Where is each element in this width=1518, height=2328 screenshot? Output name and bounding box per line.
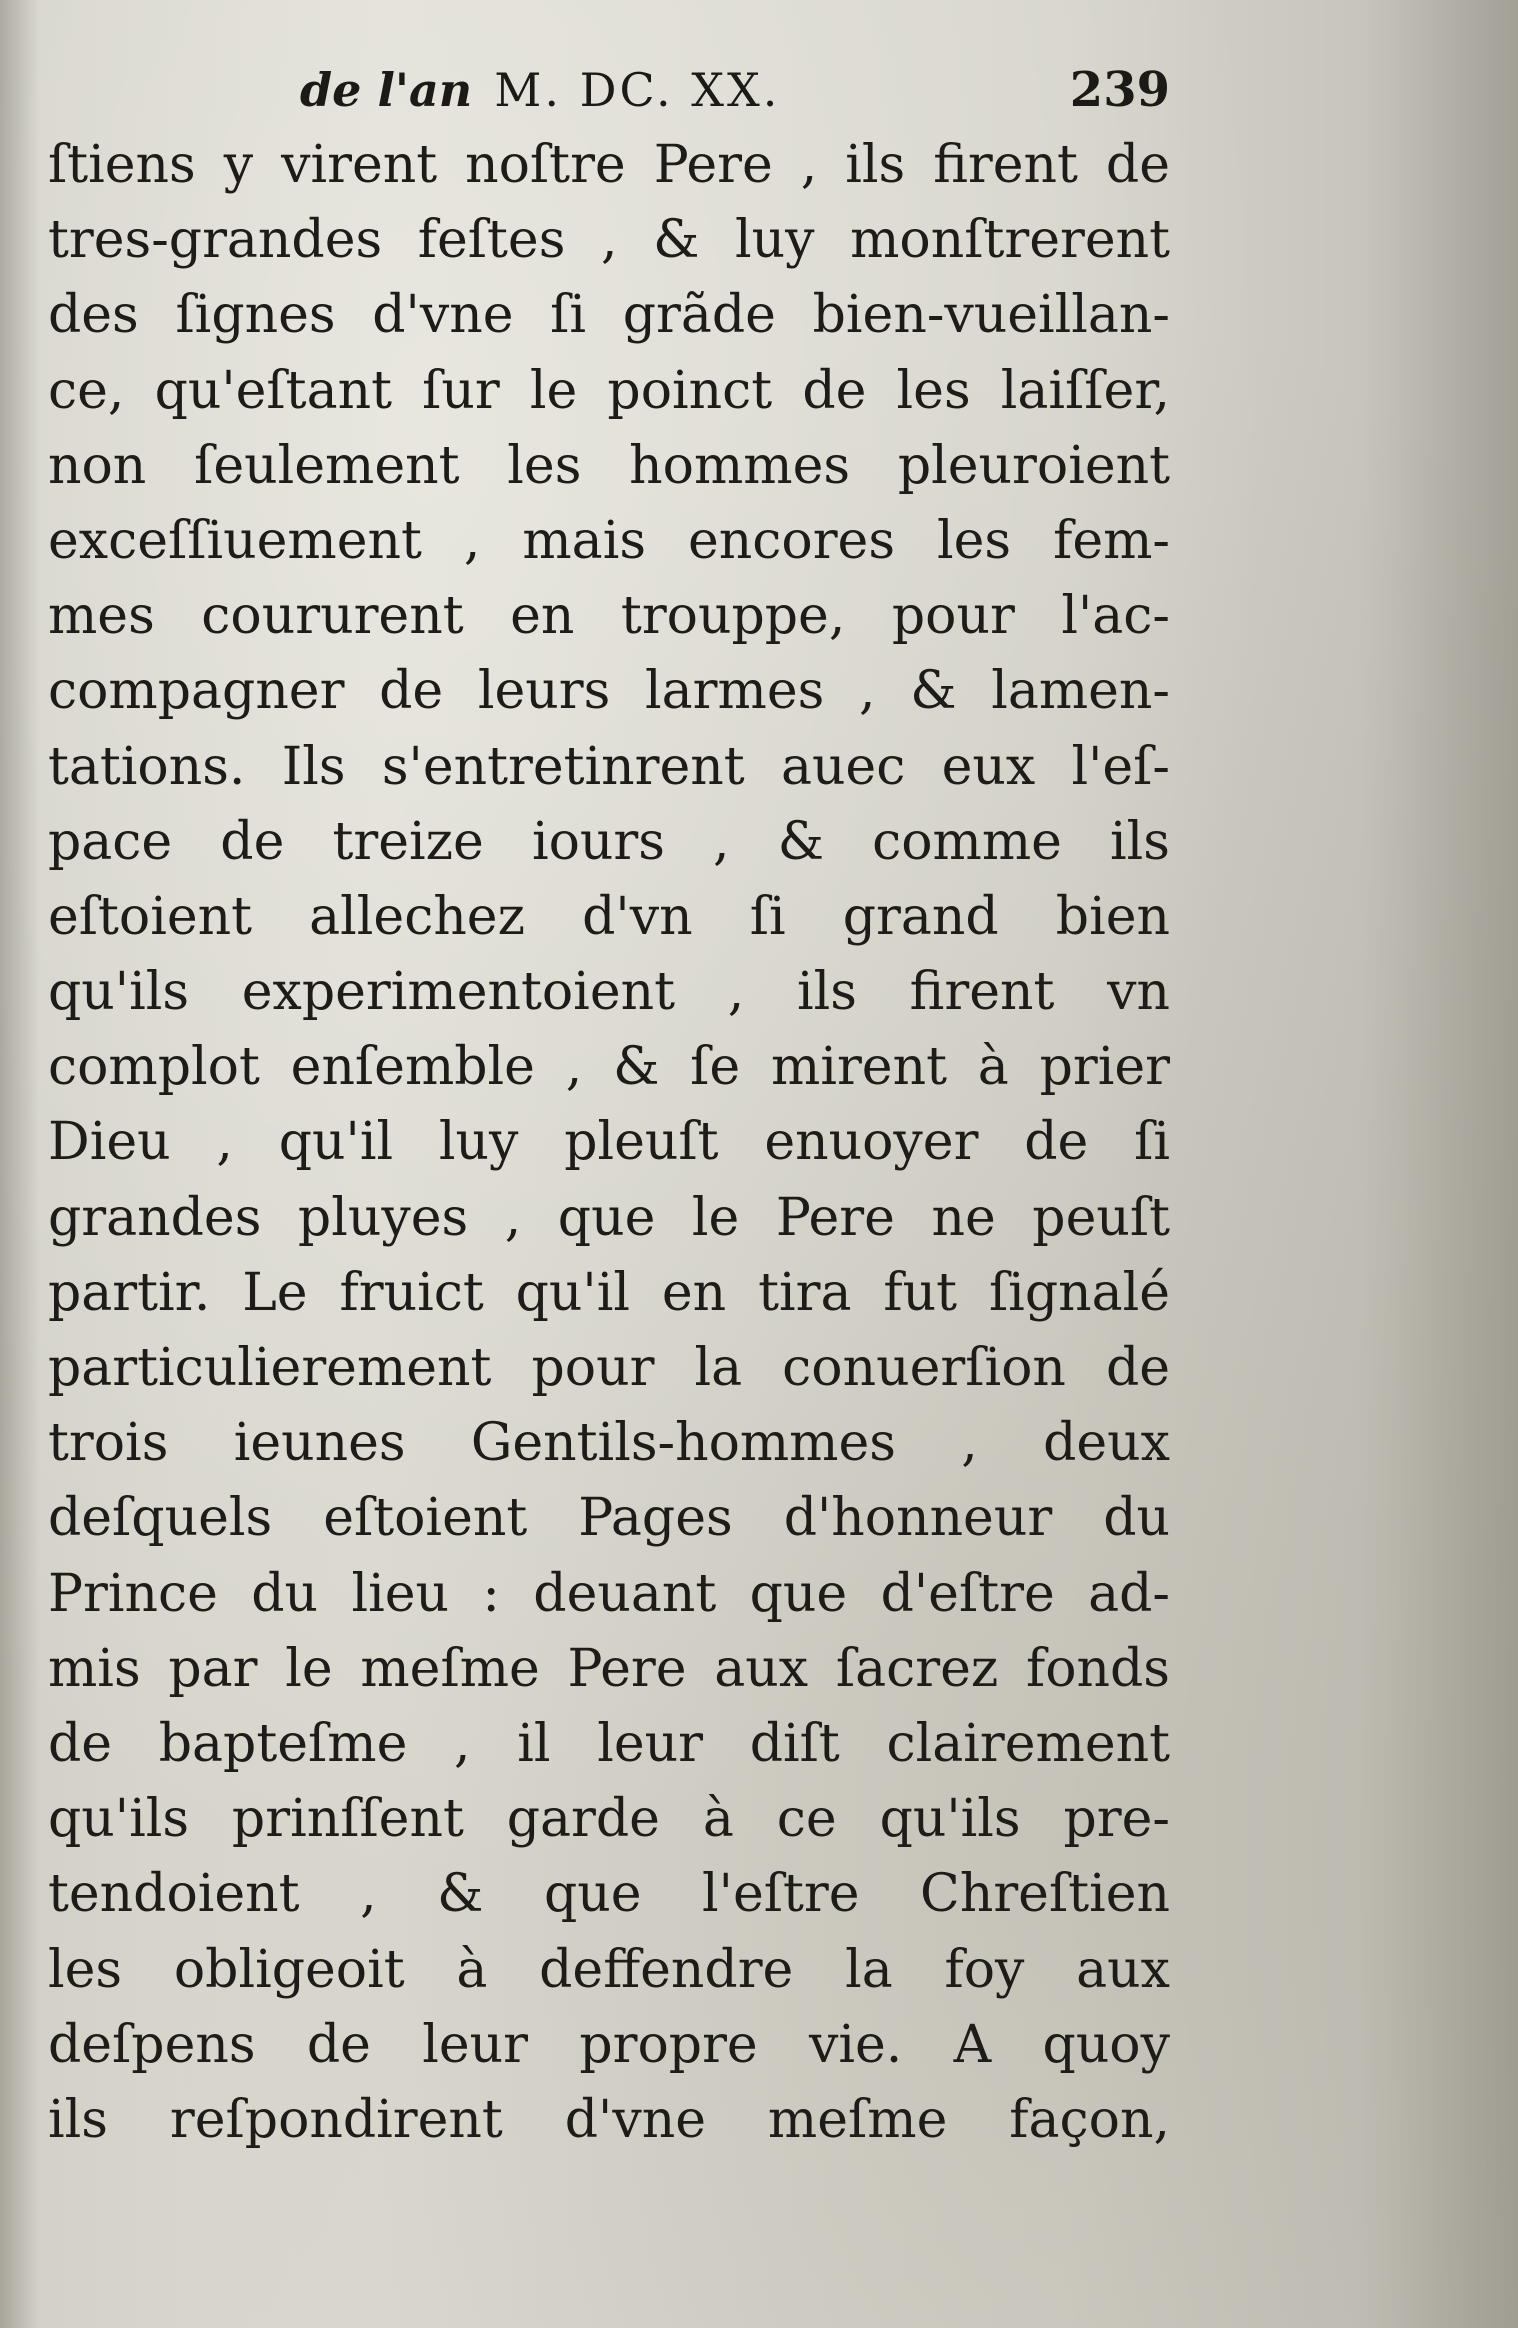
text-line: tres-grandes feſtes , & luy monſtrerent [48, 210, 1170, 271]
page-header [300, 50, 1170, 130]
text-line: de bapteſme , il leur diſt clairement [48, 1713, 1170, 1774]
running-head-year: M. DC. XX. [494, 63, 781, 117]
text-line: particulierement pour la conuerſion de [48, 1338, 1170, 1398]
text-line: qu'ils prinſſent garde à ce qu'ils pre- [48, 1789, 1170, 1850]
page-number: 239 [1069, 62, 1170, 118]
text-line: mes coururent en trouppe, pour l'ac- [48, 586, 1170, 647]
text-line: grandes pluyes , que le Pere ne peuſt [48, 1187, 1170, 1248]
text-line: ce, qu'eſtant ſur le poinct de les laiſſer, [48, 360, 1170, 421]
text-line: tations. Ils s'entretinrent auec eux l'eſ- [48, 736, 1170, 797]
text-line: non ſeulement les hommes pleuroient [48, 435, 1170, 496]
text-line: qu'ils experimentoient , ils firent vn [48, 962, 1170, 1023]
text-line: trois ieunes Gentils-hommes , deux [48, 1413, 1170, 1474]
text-line: partir. Le fruict qu'il en tira fut ſignalé [48, 1262, 1170, 1323]
text-line: mis par le meſme Pere aux ſacrez fonds [48, 1638, 1170, 1699]
text-line: les obligeoit à deffendre la foy aux [48, 1939, 1170, 2000]
text-line: des ſignes d'vne ſi grãde bien-vueillan- [48, 285, 1170, 346]
text-line: pace de treize iours , & comme ils [48, 811, 1170, 872]
text-line: tendoient , & que l'eſtre Chreſtien [48, 1864, 1170, 1925]
text-line: exceſſiuement , mais encores les fem- [48, 510, 1170, 571]
running-head [300, 50, 780, 130]
text-line: deſpens de leur propre vie. A quoy [48, 2014, 1170, 2075]
text-line: Dieu , qu'il luy pleuſt enuoyer de ſi [48, 1112, 1170, 1173]
text-line: ſtiens y virent noſtre Pere , ils firent de [48, 135, 1170, 195]
running-head-italic: de l'an [300, 63, 473, 117]
text-line: deſquels eſtoient Pages d'honneur du [48, 1488, 1170, 1549]
text-line: eſtoient allechez d'vn ſi grand bien [48, 886, 1170, 947]
text-line: complot enſemble , & ſe mirent à prier [48, 1037, 1170, 1098]
text-line: compagner de leurs larmes , & lamen- [48, 661, 1170, 722]
body-text [48, 128, 1170, 2158]
gutter-shadow [0, 0, 40, 2328]
page-edge-shadow [1358, 0, 1518, 2328]
text-line: ils reſpondirent d'vne meſme façon, [48, 2089, 1170, 2150]
text-line: Prince du lieu : deuant que d'eſtre ad- [48, 1563, 1170, 1624]
